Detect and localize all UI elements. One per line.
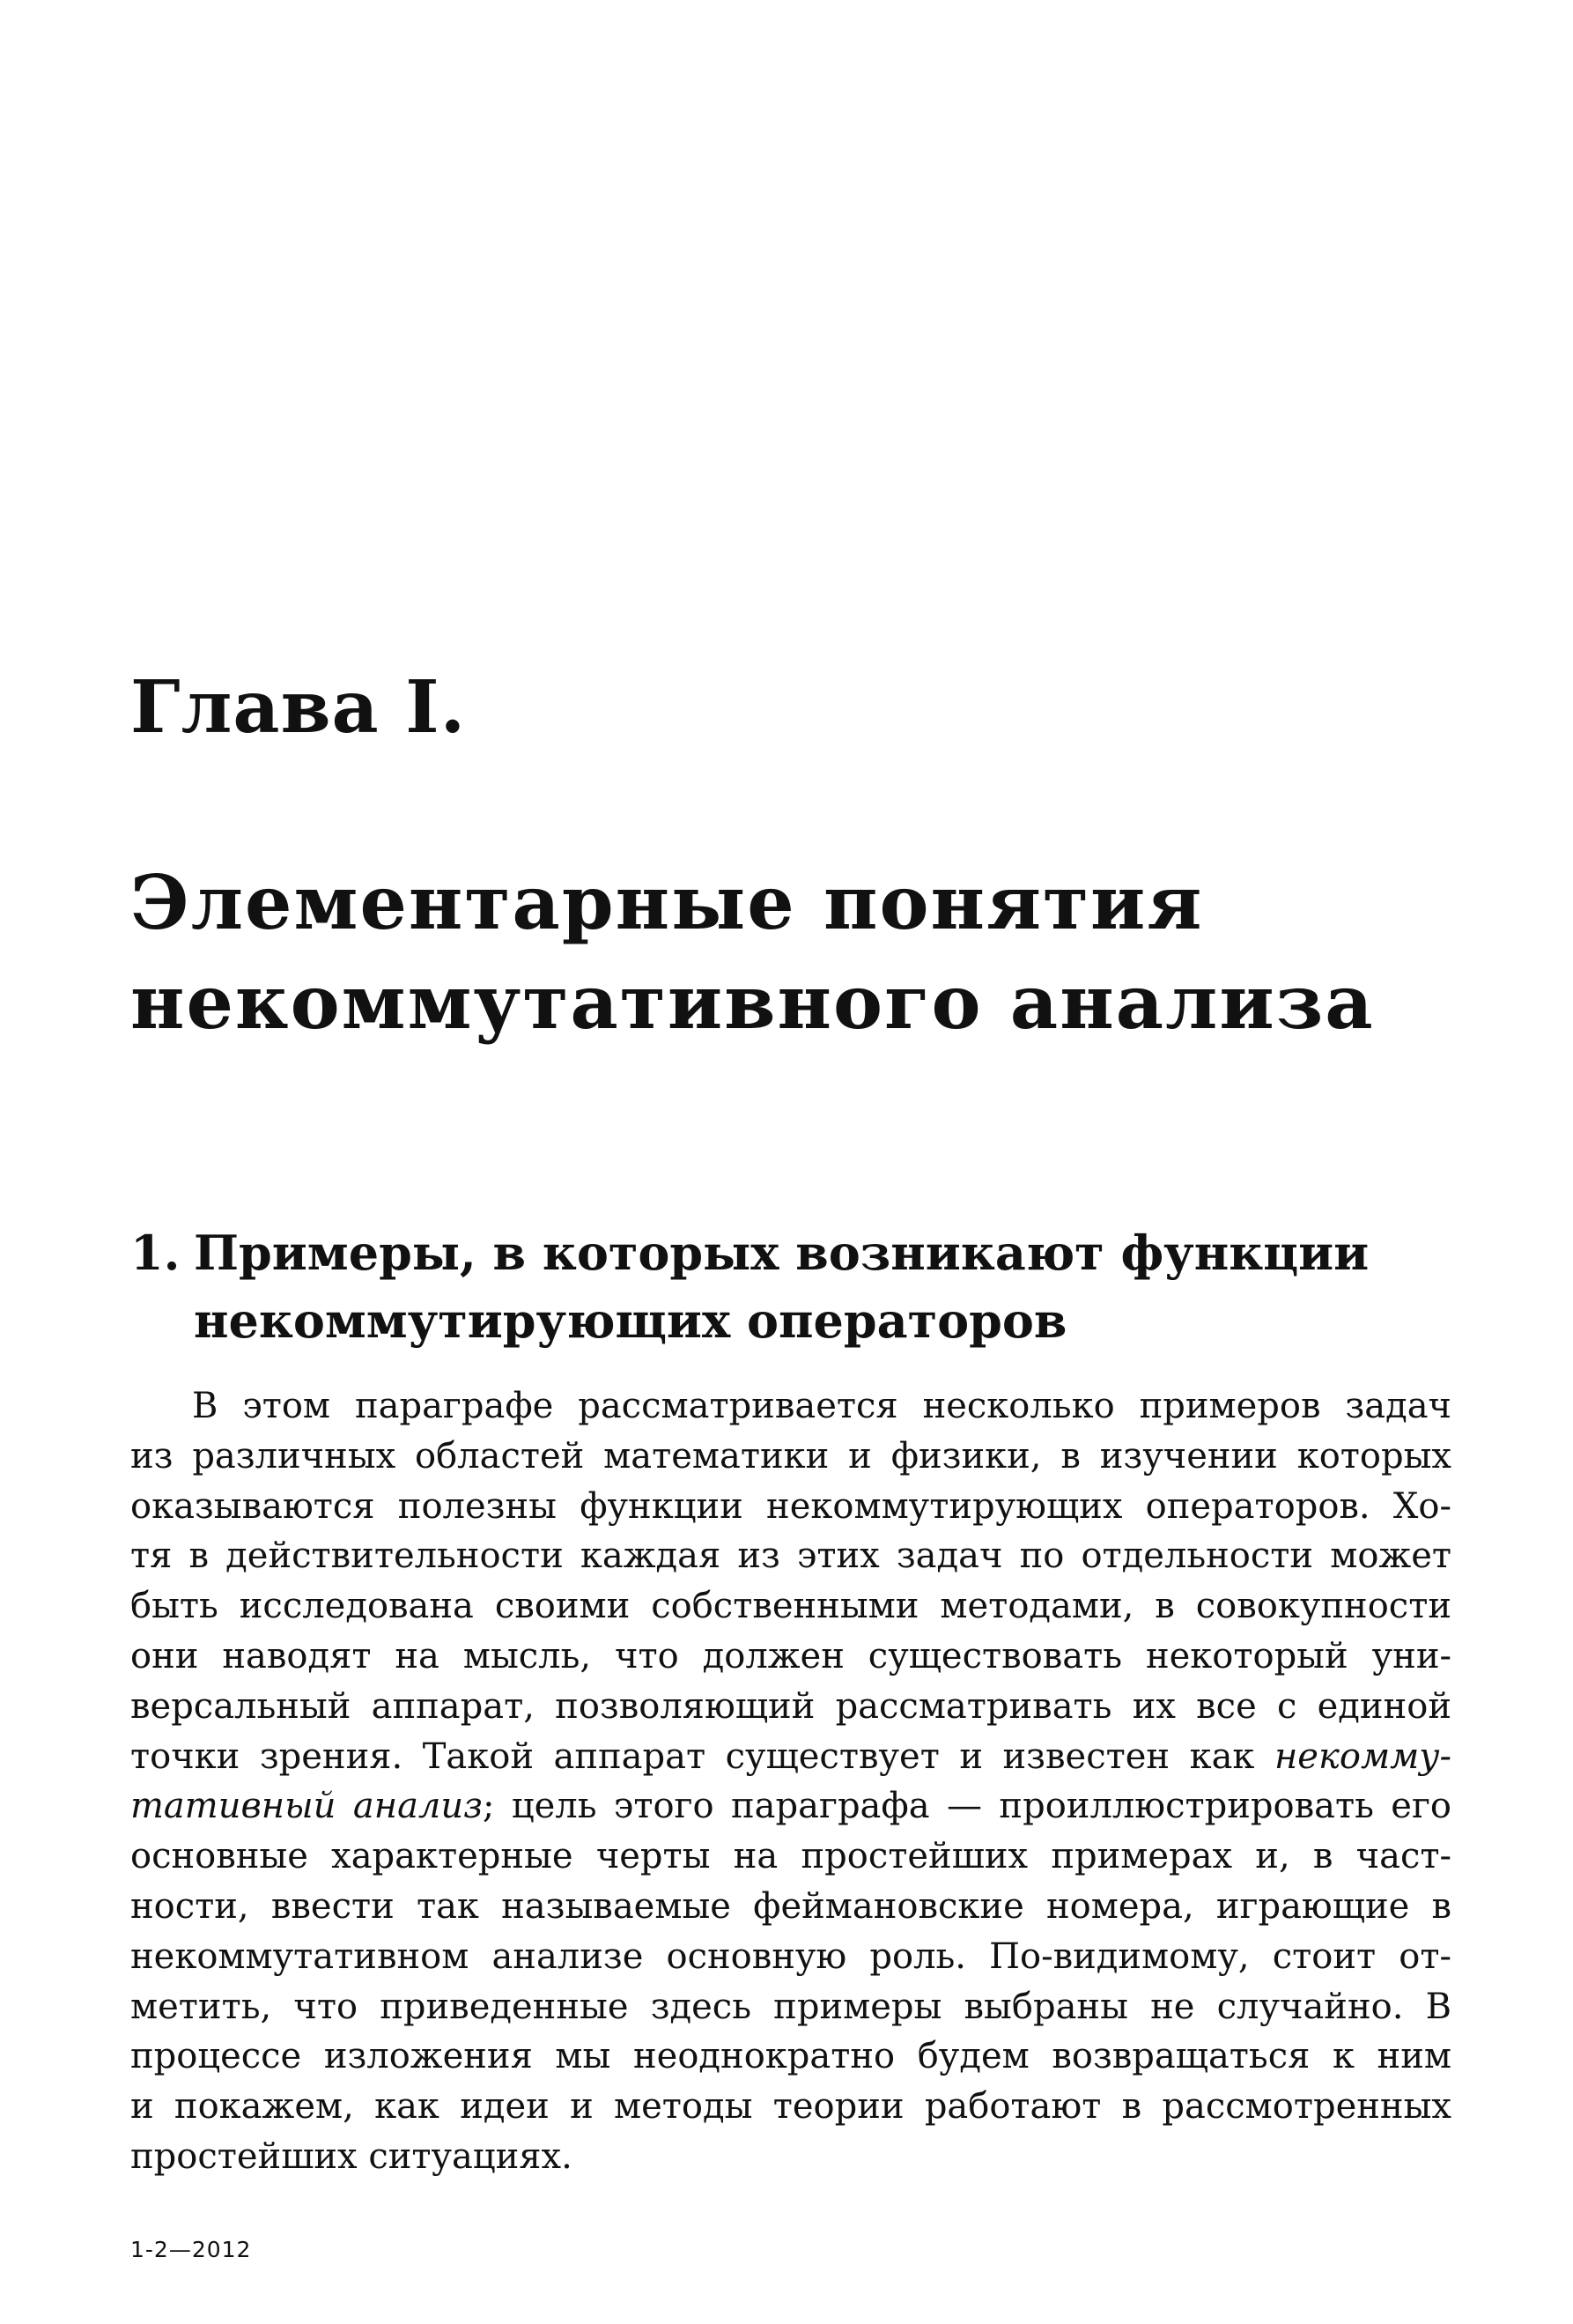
paragraph-line-8: [130, 1732, 1451, 1782]
paragraph-line-6: они наводят на мысль, что должен существовать некоторый уни-: [130, 1635, 1451, 1676]
paragraph-line-11: ности, ввести так называемые феймановские номера, играющие в: [130, 1885, 1451, 1927]
section-title-line-2: некоммутирующих операторов: [194, 1292, 1067, 1349]
chapter-title-line-1: Элементарные понятия: [130, 859, 1204, 946]
term-noncommutative-analysis-part-1: некомму-: [1274, 1736, 1451, 1777]
chapter-title-line-2: некоммутативного анализа: [130, 958, 1375, 1046]
paragraph-line-15: и покажем, как идеи и методы теории работают в рассмотренных: [130, 2086, 1451, 2128]
chapter-label: Глава I.: [130, 665, 467, 750]
paragraph-line-4: тя в действительности каждая из этих задач по отдельности может: [130, 1536, 1451, 1577]
paragraph-line-1: В этом параграфе рассматривается несколько примеров задач: [192, 1386, 1451, 1426]
paragraph-line-5: быть исследована своими собственными методами, в совокупности: [130, 1586, 1451, 1627]
term-noncommutative-analysis-part-2: тативный анализ: [130, 1786, 483, 1827]
paragraph-line-13: метить, что приведенные здесь примеры выбраны не случайно. В: [130, 1986, 1451, 2027]
paragraph-line-9-text: ; цель этого параграфа — проиллюстрировать его: [482, 1786, 1451, 1827]
chapter-title: [130, 853, 1522, 1052]
body-paragraph: [130, 1381, 1451, 2182]
paragraph-line-12: некоммутативном анализе основную роль. По-видимому, стоит от-: [130, 1935, 1451, 1977]
paragraph-line-3: оказываются полезны функции некоммутирующих операторов. Хо-: [130, 1485, 1451, 1527]
paragraph-line-2: из различных областей математики и физики, в изучении которых: [130, 1435, 1451, 1477]
section-title-line-1: Примеры, в которых возникают функции: [194, 1225, 1370, 1281]
section-number: 1.: [130, 1225, 181, 1281]
paragraph-line-14: процессе изложения мы неоднократно будем возвращаться к ним: [130, 2036, 1451, 2077]
paragraph-line-8-text: точки зрения. Такой аппарат существует и известен как: [130, 1736, 1274, 1777]
section-heading-line-1: [130, 1219, 1504, 1287]
paragraph-line-9: [130, 1781, 1451, 1832]
paragraph-line-10: основные характерные черты на простейших примерах и, в част-: [130, 1836, 1451, 1877]
signature-mark: 1-2—2012: [130, 2237, 252, 2262]
paragraph-line-16: простейших ситуациях.: [130, 2135, 572, 2177]
paragraph-line-7: версальный аппарат, позволяющий рассматривать их все с единой: [130, 1685, 1451, 1727]
section-heading: [130, 1219, 1504, 1355]
